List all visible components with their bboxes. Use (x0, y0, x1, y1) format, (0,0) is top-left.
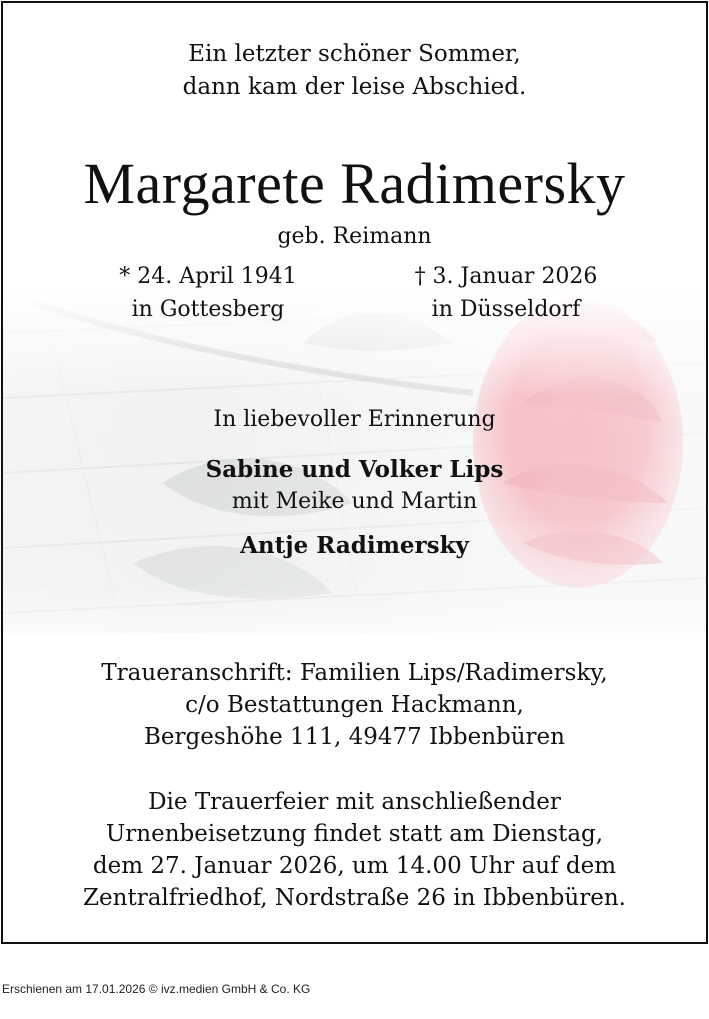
ceremony-line-3: dem 27. Januar 2026, um 14.00 Uhr auf dem (92, 853, 617, 879)
address-line-2: c/o Bestattungen Hackmann, (185, 692, 524, 718)
mourner-line: mit Meike und Martin (231, 489, 478, 514)
motto-line-2: dann kam der leise Abschied. (182, 74, 527, 100)
ceremony-line-2: Urnenbeisetzung findet statt am Dienstag, (105, 821, 604, 847)
maiden-name: geb. Reimann (277, 224, 432, 249)
obituary-frame (1, 1, 708, 944)
mourner-line: Sabine und Volker Lips (205, 456, 504, 483)
death-place: in Düsseldorf (431, 297, 581, 322)
ceremony-line-4: Zentralfriedhof, Nordstraße 26 in Ibbenbüren. (83, 885, 626, 911)
motto-line-1: Ein letzter schöner Sommer, (188, 41, 521, 67)
ceremony-line-1: Die Trauerfeier mit anschließender (148, 789, 561, 815)
birth-date: * 24. April 1941 (119, 264, 297, 289)
publication-footer: Erschienen am 17.01.2026 © ivz.medien GmbH & Co. KG (2, 982, 311, 996)
death-date: † 3. Januar 2026 (414, 264, 598, 289)
address-line-3: Bergeshöhe 111, 49477 Ibbenbüren (144, 724, 565, 750)
remembrance-intro: In liebevoller Erinnerung (213, 407, 496, 432)
deceased-name: Margarete Radimersky (83, 151, 626, 216)
birth-place: in Gottesberg (131, 297, 285, 322)
obituary-content (3, 3, 706, 942)
mourner-line: Antje Radimersky (240, 532, 469, 559)
address-line-1: Traueranschrift: Familien Lips/Radimersky, (101, 660, 608, 686)
